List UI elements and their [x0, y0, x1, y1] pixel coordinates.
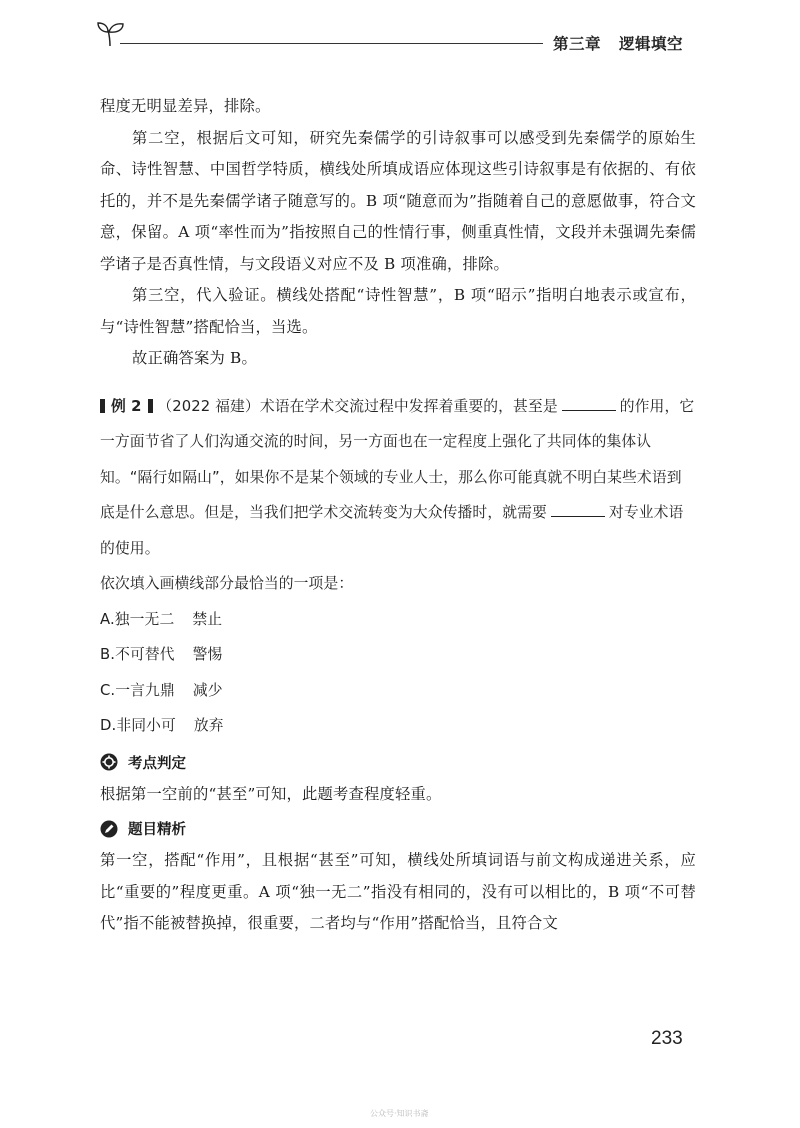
- watermark: 公众号·知识书斋: [370, 1109, 429, 1118]
- option-letter: C.: [100, 681, 116, 699]
- page-number: 233: [651, 1028, 683, 1049]
- section-heading-analysis: [100, 746, 696, 779]
- answer-blank-1: [562, 396, 616, 411]
- example-label: 例 2: [111, 397, 142, 415]
- option-a: [100, 602, 696, 638]
- option-word-1: 非同小可: [116, 717, 176, 734]
- option-letter: D.: [100, 717, 117, 734]
- example-text-1: 术语在学术交流过程中发挥着重要的，甚至是: [259, 397, 558, 415]
- option-b: [100, 637, 696, 673]
- question-prompt: 依次填入画横线部分最恰当的一项是：: [100, 575, 354, 592]
- example-text-2: 的作用，它一方面节省了人们沟通交流的时间，另一方面也在一定程度上强化了共同体的集体认知。“隔行如隔山”，如果你不是某个领域的专业人士，那么你可能真就不明白某些术语到底是什么意思。但是，当我们把学术交流转变为大众传播时，就需要: [100, 397, 695, 521]
- paragraph: 第三空，代入验证。横线处搭配“诗性智慧”，B 项“昭示”指明白地表示或宣布，与“诗性智慧”搭配恰当，当选。: [100, 286, 696, 336]
- answer-blank-2: [551, 502, 605, 517]
- section-title: 考点判定: [128, 755, 186, 772]
- example-text-3: 对专业术语的使用。: [100, 504, 684, 557]
- page-body: [100, 91, 696, 940]
- paragraph: 第二空，根据后文可知，研究先秦儒学的引诗叙事可以感受到先秦儒学的原始生命、诗性智慧、中国哲学特质，横线处所填成语应体现这些引诗叙事是有依据的、有依托的，并不是先秦儒学诸子随意写的。B 项“随意而为”指随着自己的意愿做事，符合文意，保留。A 项“率性而为”指按照自己的性情行事，侧重真性情，文段并未强调先秦儒学诸子是否真性情，与文段语义对应不及 B 项准确，排除。: [100, 128, 696, 273]
- section-heading-explanation: [100, 812, 696, 845]
- example-marker-right: [148, 399, 153, 413]
- example-question: [100, 389, 696, 744]
- option-letter: B.: [100, 646, 116, 663]
- option-word-1: 不可替代: [115, 646, 175, 663]
- chapter-number: 第三章: [553, 35, 602, 53]
- page-header: [0, 0, 800, 60]
- chapter-heading: [553, 32, 683, 54]
- example-source: （2022 福建）: [157, 397, 260, 415]
- paragraph: 根据第一空前的“甚至”可知，此题考查程度轻重。: [100, 784, 442, 803]
- option-word-1: 独一无二: [114, 610, 175, 628]
- chapter-title: 逻辑填空: [619, 35, 684, 53]
- header-rule: [120, 43, 543, 44]
- paragraph: 故正确答案为 B。: [132, 349, 257, 367]
- option-d: [100, 708, 696, 744]
- example-marker-left: [100, 399, 105, 413]
- option-word-2: 禁止: [192, 610, 223, 628]
- option-word-2: 减少: [192, 681, 223, 699]
- paragraph: 第一空，搭配“作用”，且根据“甚至”可知，横线处所填词语与前文构成递进关系，应比“重要的”程度更重。A 项“独一无二”指没有相同的，没有可以相比的，B 项“不可替代”指不能被替换掉，很重要，二者均与“作用”搭配恰当，且符合文: [100, 851, 696, 932]
- option-c: [100, 673, 696, 709]
- gear-icon: [100, 753, 118, 771]
- option-letter: A.: [100, 610, 115, 628]
- paragraph: 程度无明显差异，排除。: [100, 97, 271, 115]
- section-title: 题目精析: [128, 822, 186, 838]
- example-stem: [100, 389, 696, 567]
- option-word-2: 警惕: [192, 646, 223, 663]
- pencil-badge-icon: [100, 820, 118, 838]
- option-word-1: 一言九鼎: [115, 681, 175, 699]
- option-word-2: 放弃: [193, 717, 224, 734]
